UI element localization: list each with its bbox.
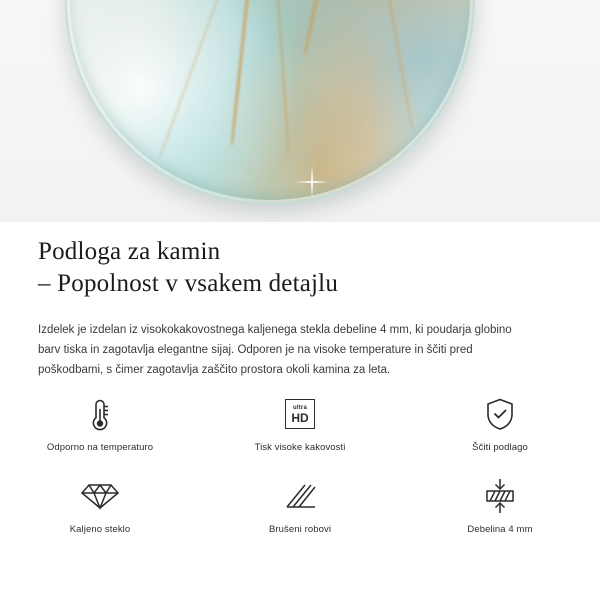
thermometer-icon [83, 392, 117, 436]
feature-label: Debelina 4 mm [467, 524, 533, 535]
page-title [0, 222, 600, 300]
description-paragraph: Izdelek je izdelan iz visokokakovostnega kaljenega stekla debeline 4 mm, ki poudarja globino barv tiska in zagotavlja elegantne sijaj. Odporen je na visoke temperature in ščiti pred poškodbami, s čimer zagotavlja zaščito prostora okoli kamina za leta. [38, 324, 512, 376]
thickness-arrows-icon [481, 474, 519, 518]
text-block [0, 222, 600, 380]
feature-item-protects-surface [400, 392, 600, 464]
feature-item-polished-edges [200, 474, 400, 546]
headline-line-1: Podloga za kamin [38, 238, 221, 265]
shield-check-icon [482, 392, 518, 436]
feature-item-tempered-glass [0, 474, 200, 546]
ultra-hd-badge-bottom: HD [291, 410, 309, 425]
hero-image [0, 0, 600, 222]
feature-item-temperature [0, 392, 200, 464]
feature-label: Kaljeno steklo [69, 524, 131, 535]
ultra-hd-icon [285, 392, 315, 436]
feature-label: Ščiti podlago [472, 442, 528, 453]
feature-grid [0, 392, 600, 546]
headline-line-2: – Popolnost v vsakem detajlu [38, 270, 339, 297]
glass-board-image [65, 0, 475, 205]
feature-item-print-quality [200, 392, 400, 464]
feature-label: Tisk visoke kakovosti [254, 442, 346, 453]
diamond-icon [80, 474, 120, 518]
feature-label: Odporno na temperaturo [46, 442, 154, 453]
polished-edges-icon [281, 474, 319, 518]
feature-item-thickness [400, 474, 600, 546]
feature-label: Brušeni robovi [268, 524, 332, 535]
ultra-hd-badge-top: ultra [292, 404, 307, 411]
